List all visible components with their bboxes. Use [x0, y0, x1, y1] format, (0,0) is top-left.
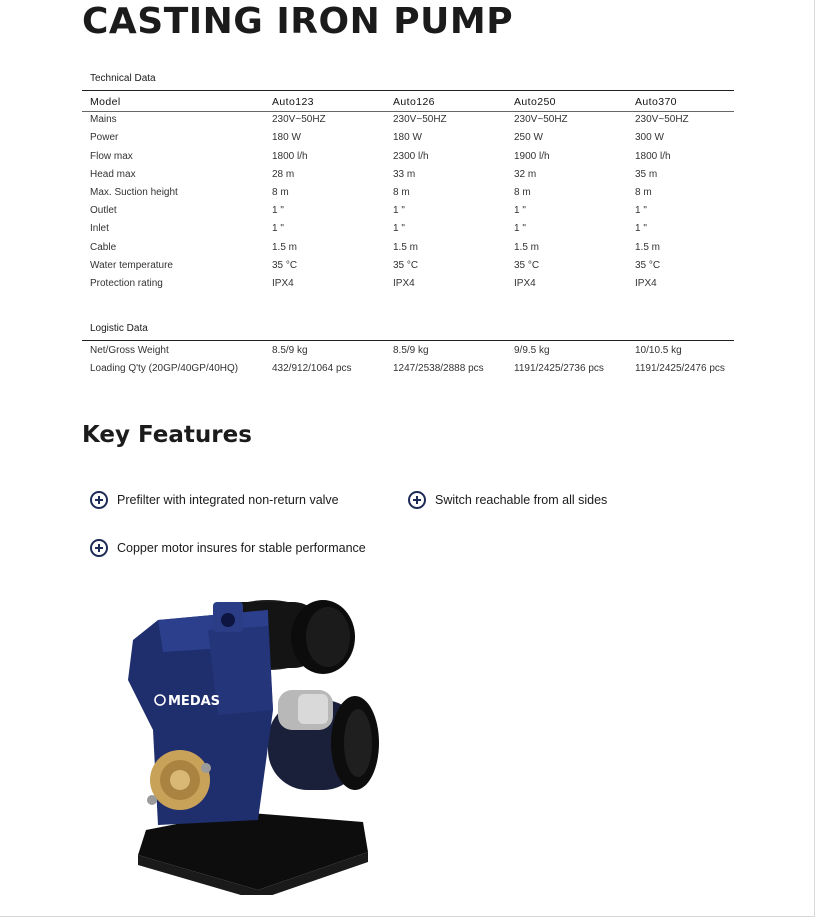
logistic-data-label: Logistic Data: [90, 323, 148, 334]
table-cell: 2300 l/h: [393, 150, 429, 162]
table-cell: 8.5/9 kg: [272, 345, 308, 356]
table-cell: 8 m: [635, 186, 652, 198]
table-cell: 35 °C: [393, 259, 419, 271]
table-cell: 1 ": [514, 223, 526, 235]
table-row: [82, 129, 762, 147]
table-cell: 230V~50HZ: [635, 114, 689, 126]
row-label: Protection rating: [90, 277, 163, 289]
table-cell: 1800 l/h: [635, 150, 671, 162]
table-cell: 432/912/1064 pcs: [272, 363, 352, 375]
table-row: [82, 257, 762, 275]
table-cell: 1 ": [272, 205, 284, 217]
feature-text: Copper motor insures for stable performance: [117, 541, 366, 555]
table-cell: 250 W: [514, 132, 543, 144]
row-label: Cable: [90, 241, 117, 253]
page-title: CASTING IRON PUMP: [82, 1, 514, 42]
table-cell: 1247/2538/2888 pcs: [393, 363, 484, 375]
technical-data-table: [82, 93, 762, 293]
table-cell: IPX4: [514, 277, 536, 289]
row-label: Net/Gross Weight: [90, 345, 169, 356]
table-cell: 1800 l/h: [272, 150, 308, 162]
table-cell: 28 m: [272, 168, 295, 180]
row-label: Water temperature: [90, 259, 173, 271]
table-cell: 180 W: [393, 132, 422, 144]
table-row: [82, 342, 762, 360]
table-cell: 35 m: [635, 168, 658, 180]
table-row: [82, 202, 762, 220]
table-cell: 1 ": [635, 223, 647, 235]
feature-item: [90, 539, 366, 557]
brand-logo-text: MEDAS: [168, 694, 221, 709]
table-cell: 1.5 m: [514, 241, 540, 253]
table-cell: 230V~50HZ: [393, 114, 447, 126]
feature-item: [90, 491, 339, 509]
table-cell: 180 W: [272, 132, 301, 144]
table-cell: 32 m: [514, 168, 537, 180]
key-features-title: Key Features: [82, 422, 252, 448]
table-cell: 35 °C: [272, 259, 298, 271]
table-cell: 1 ": [393, 205, 405, 217]
plus-circle-icon: [90, 539, 108, 557]
table-cell: 8 m: [514, 186, 531, 198]
table-row: [82, 275, 762, 293]
header-cell: Auto370: [635, 96, 677, 108]
table-cell: IPX4: [272, 277, 294, 289]
row-label: Loading Q'ty (20GP/40GP/40HQ): [90, 363, 239, 375]
table-cell: 1 ": [393, 223, 405, 235]
row-label: Inlet: [90, 223, 109, 235]
plus-circle-icon: [408, 491, 426, 509]
table-row: [82, 148, 762, 166]
table-cell: IPX4: [393, 277, 415, 289]
table-cell: 1 ": [272, 223, 284, 235]
table-row: [82, 220, 762, 238]
table-cell: 1900 l/h: [514, 150, 550, 162]
row-label: Head max: [90, 168, 136, 180]
table-cell: 1191/2425/2736 pcs: [514, 363, 604, 375]
table-row: [82, 360, 762, 378]
table-cell: 35 °C: [514, 259, 540, 271]
logistic-data-table: [82, 342, 762, 378]
table-row: [82, 111, 762, 129]
table-cell: 230V~50HZ: [514, 114, 568, 126]
pump-product-image: [118, 590, 388, 895]
table-cell: 1 ": [514, 205, 526, 217]
table-cell: 1.5 m: [272, 241, 298, 253]
table-cell: 1.5 m: [393, 241, 419, 253]
table-cell: 10/10.5 kg: [635, 345, 682, 356]
header-cell: Auto126: [393, 96, 435, 108]
table-cell: 8 m: [272, 186, 289, 198]
header-cell: Auto123: [272, 96, 314, 108]
table-row: [82, 184, 762, 202]
table-cell: 1 ": [635, 205, 647, 217]
table-cell: 33 m: [393, 168, 416, 180]
technical-top-rule: [82, 90, 734, 91]
technical-data-label: Technical Data: [90, 73, 156, 84]
table-cell: 300 W: [635, 132, 664, 144]
table-cell: 35 °C: [635, 259, 661, 271]
row-label: Outlet: [90, 205, 117, 217]
row-label: Power: [90, 132, 119, 144]
table-cell: 1191/2425/2476 pcs: [635, 363, 725, 375]
table-header-row: [82, 93, 762, 111]
row-label: Flow max: [90, 150, 133, 162]
row-label: Max. Suction height: [90, 186, 178, 198]
feature-text: Prefilter with integrated non-return valve: [117, 493, 339, 507]
feature-item: [408, 491, 607, 509]
row-label: Mains: [90, 114, 117, 126]
logistic-top-rule: [82, 340, 734, 341]
plus-circle-icon: [90, 491, 108, 509]
table-cell: 230V~50HZ: [272, 114, 326, 126]
table-cell: 8 m: [393, 186, 410, 198]
header-cell: Model: [90, 96, 121, 108]
feature-text: Switch reachable from all sides: [435, 493, 608, 507]
table-cell: 9/9.5 kg: [514, 345, 550, 356]
table-row: [82, 239, 762, 257]
table-cell: IPX4: [635, 277, 657, 289]
table-row: [82, 166, 762, 184]
table-cell: 8.5/9 kg: [393, 345, 429, 356]
table-cell: 1.5 m: [635, 241, 661, 253]
header-cell: Auto250: [514, 96, 556, 108]
